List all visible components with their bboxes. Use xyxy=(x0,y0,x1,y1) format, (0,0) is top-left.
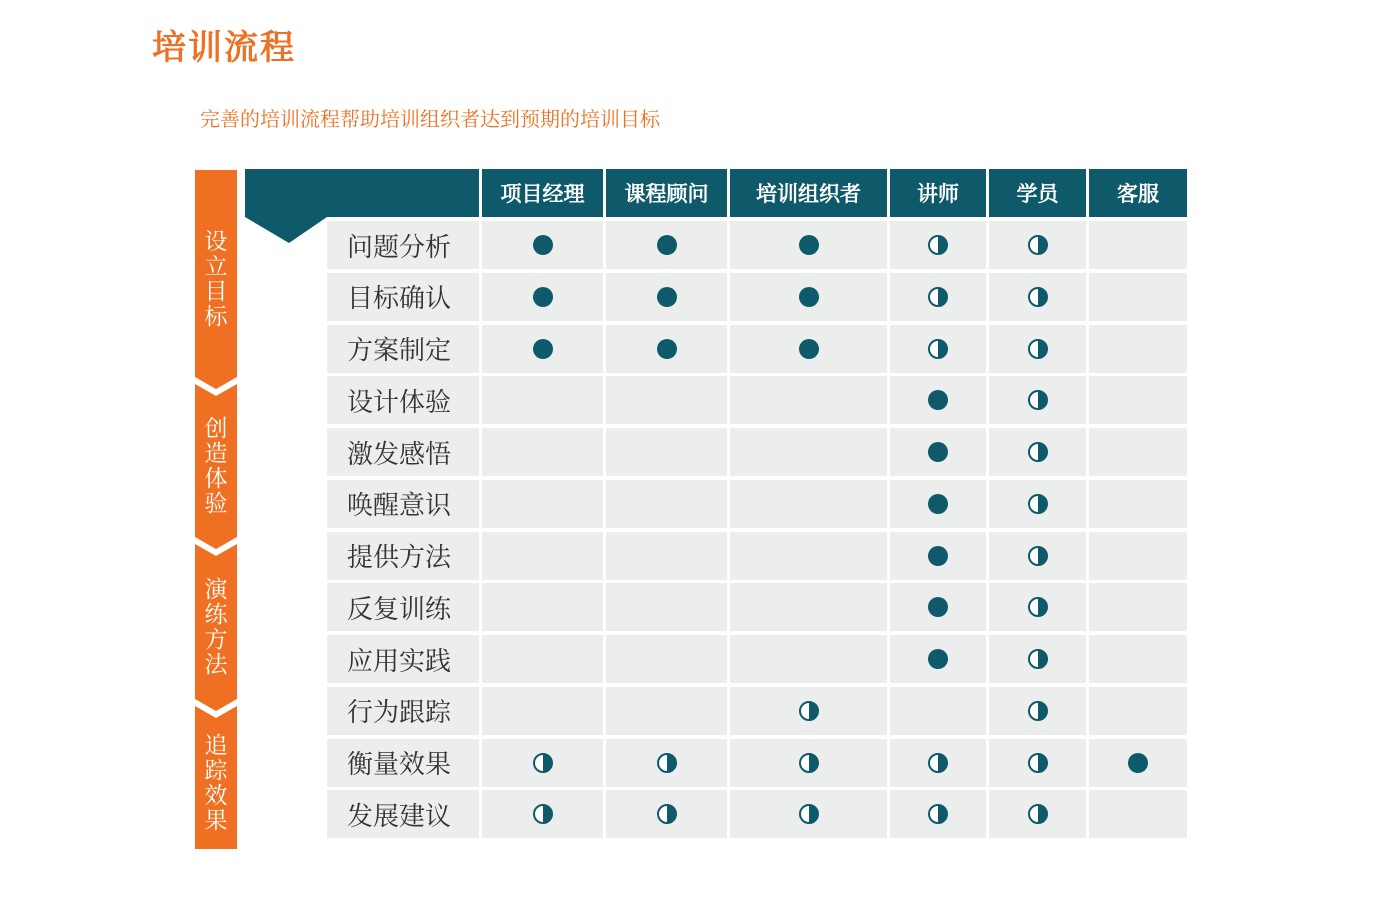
half-circle-icon xyxy=(927,803,949,825)
filled-circle-icon xyxy=(927,441,949,463)
matrix-cell xyxy=(482,428,603,476)
column-header: 学员 xyxy=(986,169,1086,217)
row-label: 衡量效果 xyxy=(327,739,479,787)
filled-circle-icon xyxy=(656,338,678,360)
matrix-cell xyxy=(482,532,603,580)
filled-circle-icon xyxy=(798,234,820,256)
filled-circle-icon xyxy=(532,234,554,256)
half-circle-icon xyxy=(798,752,820,774)
filled-circle-icon xyxy=(927,493,949,515)
half-circle-icon xyxy=(927,234,949,256)
matrix-cell xyxy=(730,635,887,683)
half-circle-icon xyxy=(1027,441,1049,463)
filled-circle-icon xyxy=(927,545,949,567)
half-circle-icon xyxy=(1027,234,1049,256)
row-label: 方案制定 xyxy=(327,325,479,373)
half-circle-icon xyxy=(798,700,820,722)
matrix-cell xyxy=(482,480,603,528)
filled-circle-icon xyxy=(798,338,820,360)
column-header: 客服 xyxy=(1086,169,1187,217)
page-title: 培训流程 xyxy=(152,28,296,68)
matrix-cell xyxy=(1089,428,1187,476)
half-circle-icon xyxy=(1027,700,1049,722)
matrix-cell xyxy=(482,687,603,735)
matrix-cell xyxy=(1089,532,1187,580)
matrix-cell xyxy=(1089,480,1187,528)
matrix-cell xyxy=(606,428,727,476)
row-label: 激发感悟 xyxy=(327,428,479,476)
row-label: 问题分析 xyxy=(327,221,479,269)
filled-circle-icon xyxy=(798,286,820,308)
column-header: 培训组织者 xyxy=(727,169,887,217)
row-label: 发展建议 xyxy=(327,790,479,838)
half-circle-icon xyxy=(532,752,554,774)
row-label: 提供方法 xyxy=(327,532,479,580)
matrix-cell xyxy=(1089,583,1187,631)
half-circle-icon xyxy=(1027,648,1049,670)
phase-label-3: 演练方法 xyxy=(204,576,228,678)
matrix-cell xyxy=(482,376,603,424)
matrix-cell xyxy=(1089,376,1187,424)
row-label: 应用实践 xyxy=(327,635,479,683)
phase-label-4: 追踪效果 xyxy=(204,732,228,834)
phase-bar xyxy=(195,170,237,849)
matrix-cell xyxy=(606,687,727,735)
column-header: 讲师 xyxy=(887,169,986,217)
half-circle-icon xyxy=(1027,389,1049,411)
row-label: 唤醒意识 xyxy=(327,480,479,528)
phase-label-1: 设立目标 xyxy=(204,228,228,330)
row-label: 目标确认 xyxy=(327,273,479,321)
half-circle-icon xyxy=(656,752,678,774)
matrix-cell xyxy=(1089,635,1187,683)
matrix-cell xyxy=(606,480,727,528)
row-label: 设计体验 xyxy=(327,376,479,424)
matrix-cell xyxy=(1089,325,1187,373)
filled-circle-icon xyxy=(927,596,949,618)
matrix-cell xyxy=(482,635,603,683)
half-circle-icon xyxy=(927,286,949,308)
half-circle-icon xyxy=(1027,493,1049,515)
half-circle-icon xyxy=(1027,338,1049,360)
matrix-cell xyxy=(730,376,887,424)
row-label: 行为跟踪 xyxy=(327,687,479,735)
row-label: 反复训练 xyxy=(327,583,479,631)
half-circle-icon xyxy=(1027,803,1049,825)
training-matrix xyxy=(245,169,1187,839)
half-circle-icon xyxy=(1027,596,1049,618)
matrix-cell xyxy=(1089,273,1187,321)
header-notch xyxy=(245,217,327,243)
matrix-cell xyxy=(482,583,603,631)
matrix-cell xyxy=(730,428,887,476)
column-header: 课程顾问 xyxy=(603,169,727,217)
matrix-cell xyxy=(606,376,727,424)
column-header: 项目经理 xyxy=(479,169,603,217)
filled-circle-icon xyxy=(656,234,678,256)
half-circle-icon xyxy=(927,338,949,360)
page-subtitle: 完善的培训流程帮助培训组织者达到预期的培训目标 xyxy=(200,107,660,131)
matrix-cell xyxy=(730,532,887,580)
matrix-cell xyxy=(1089,790,1187,838)
filled-circle-icon xyxy=(927,389,949,411)
matrix-cell xyxy=(730,480,887,528)
filled-circle-icon xyxy=(1127,752,1149,774)
filled-circle-icon xyxy=(532,286,554,308)
half-circle-icon xyxy=(1027,286,1049,308)
matrix-cell xyxy=(890,687,986,735)
matrix-cell xyxy=(730,583,887,631)
matrix-cell xyxy=(606,532,727,580)
half-circle-icon xyxy=(927,752,949,774)
matrix-cell xyxy=(1089,221,1187,269)
matrix-cell xyxy=(606,583,727,631)
half-circle-icon xyxy=(532,803,554,825)
matrix-cell xyxy=(1089,687,1187,735)
phase-label-2: 创造体验 xyxy=(204,415,228,517)
filled-circle-icon xyxy=(532,338,554,360)
half-circle-icon xyxy=(1027,545,1049,567)
matrix-cell xyxy=(606,635,727,683)
half-circle-icon xyxy=(798,803,820,825)
half-circle-icon xyxy=(656,803,678,825)
filled-circle-icon xyxy=(656,286,678,308)
half-circle-icon xyxy=(1027,752,1049,774)
filled-circle-icon xyxy=(927,648,949,670)
